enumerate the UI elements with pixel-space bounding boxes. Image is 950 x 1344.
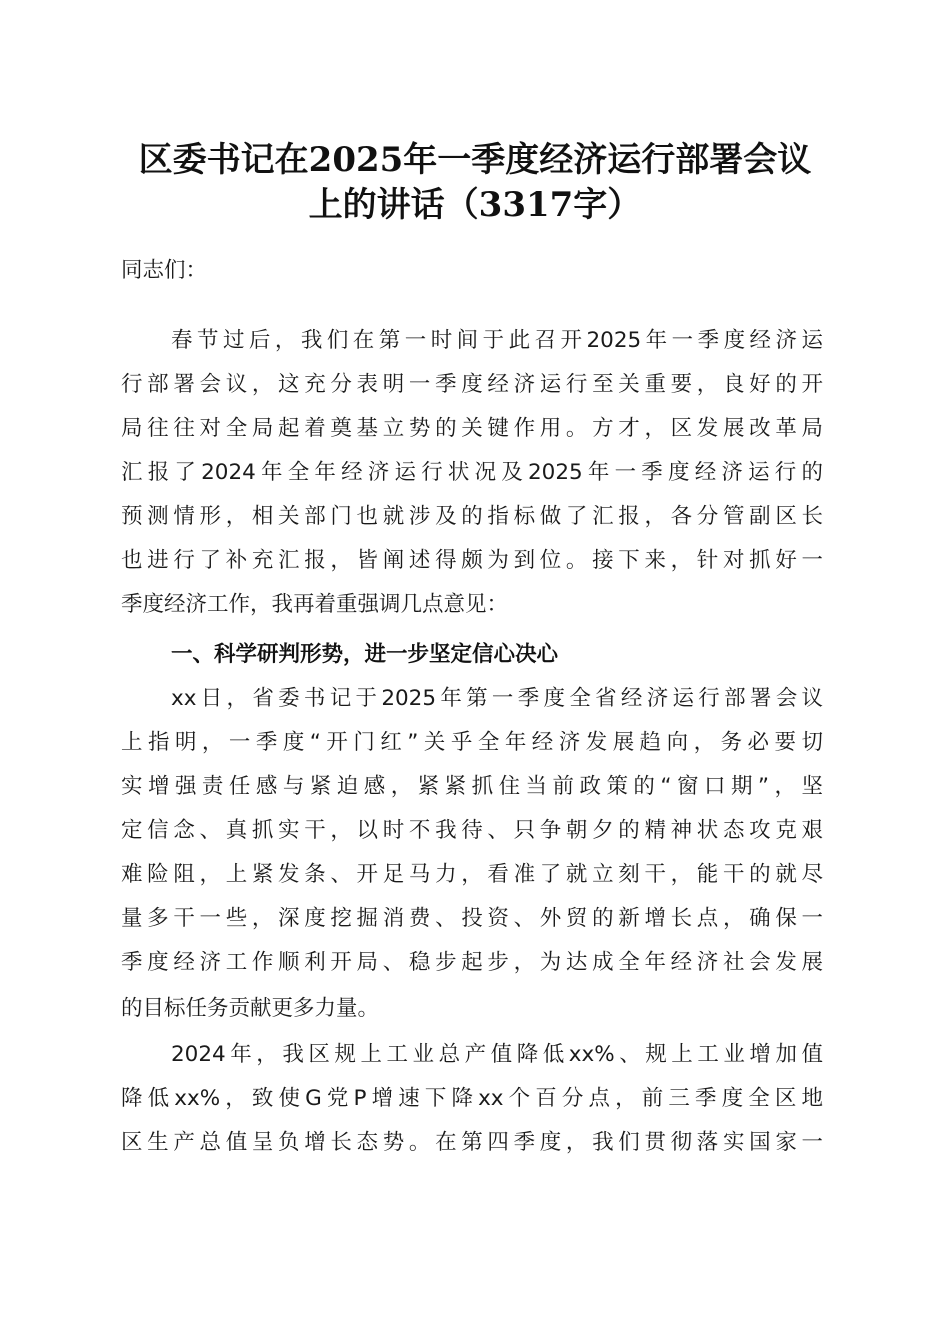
- paragraph-1-line: 预测情形，相关部门也就涉及的指标做了汇报，各分管副区长: [121, 504, 823, 529]
- paragraph-2-line: 量多干一些，深度挖掘消费、投资、外贸的新增长点，确保一: [121, 906, 823, 931]
- paragraph-3-line: 区生产总值呈负增长态势。在第四季度，我们贯彻落实国家一: [121, 1130, 823, 1155]
- paragraph-2-line: 季度经济工作顺利开局、稳步起步，为达成全年经济社会发展: [121, 950, 823, 975]
- paragraph-2-line: 难险阻，上紧发条、开足马力，看准了就立刻干，能干的就尽: [121, 862, 823, 887]
- paragraph-2-line: 实增强责任感与紧迫感，紧紧抓住当前政策的“窗口期”，坚: [121, 774, 823, 799]
- paragraph-2-line: 上指明，一季度“开门红”关乎全年经济发展趋向，务必要切: [121, 730, 823, 755]
- section-heading-1: 一、科学研判形势，进一步坚定信心决心: [171, 642, 559, 667]
- paragraph-1-line: 汇报了2024年全年经济运行状况及2025年一季度经济运行的: [121, 460, 823, 485]
- paragraph-3-line: 降低xx%，致使G党P增速下降xx个百分点，前三季度全区地: [121, 1086, 823, 1111]
- document-title-line-2: 上的讲话（3317字）: [308, 185, 642, 225]
- paragraph-2-line: xx日，省委书记于2025年第一季度全省经济运行部署会议: [171, 686, 823, 711]
- document-title-line-1: 区委书记在2025年一季度经济运行部署会议: [138, 140, 812, 180]
- paragraph-1-line: 春节过后，我们在第一时间于此召开2025年一季度经济运: [171, 328, 823, 353]
- paragraph-1-line: 季度经济工作，我再着重强调几点意见：: [121, 592, 509, 617]
- paragraph-1-line: 也进行了补充汇报，皆阐述得颇为到位。接下来，针对抓好一: [121, 548, 823, 573]
- paragraph-2-line: 定信念、真抓实干，以时不我待、只争朝夕的精神状态攻克艰: [121, 818, 823, 843]
- paragraph-3-line: 2024年，我区规上工业总产值降低xx%、规上工业增加值: [171, 1042, 823, 1067]
- paragraph-2-line: 的目标任务贡献更多力量。: [121, 996, 380, 1021]
- paragraph-1-line: 局往往对全局起着奠基立势的关键作用。方才，区发展改革局: [121, 416, 823, 441]
- salutation: 同志们：: [121, 258, 208, 283]
- paragraph-1-line: 行部署会议，这充分表明一季度经济运行至关重要，良好的开: [121, 372, 823, 397]
